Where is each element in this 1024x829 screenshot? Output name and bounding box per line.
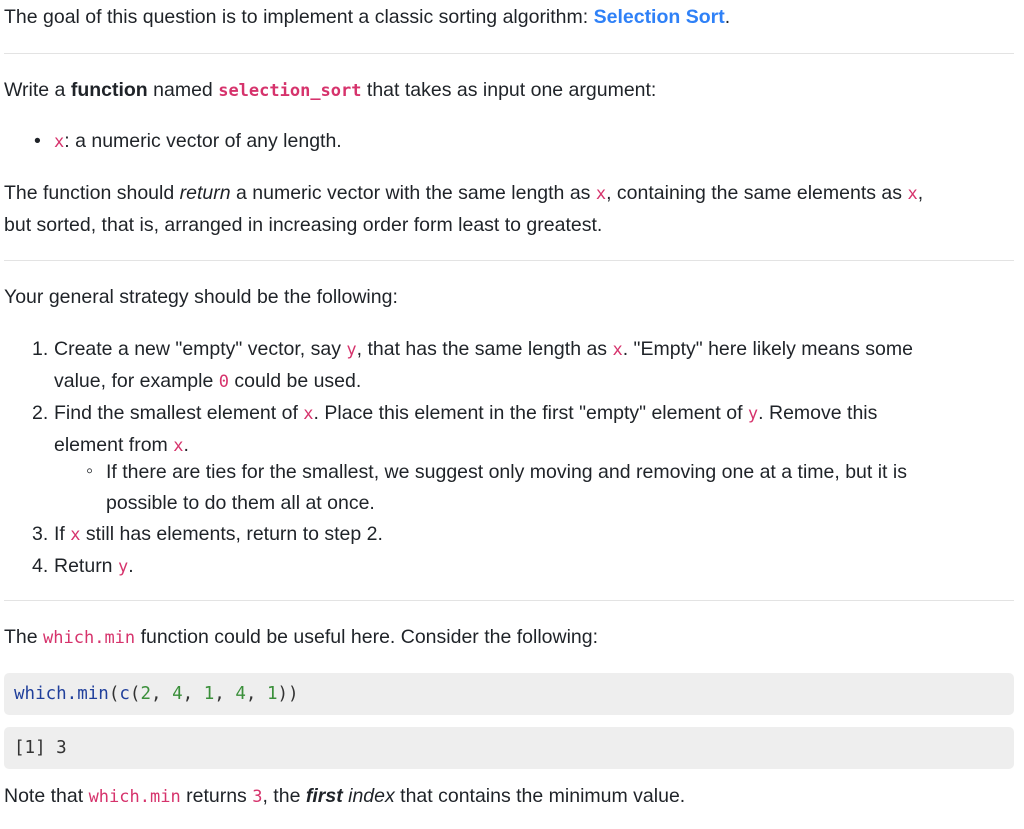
step-1 (4, 334, 1014, 398)
function-description (4, 75, 1014, 107)
return-emphasis: return (179, 182, 231, 204)
code-number: 4 (172, 684, 183, 704)
selection-sort-link[interactable]: Selection Sort (593, 6, 725, 28)
code-number: 2 (140, 684, 152, 704)
divider-1 (4, 53, 1014, 54)
x-code: x (612, 340, 623, 360)
y-code: y (346, 340, 357, 360)
text: that takes as input one argument: (361, 79, 657, 101)
text: . (183, 434, 189, 456)
y-code: y (747, 404, 759, 424)
text: , containing the same elements as (606, 182, 908, 204)
text: a numeric vector with the same length as (230, 182, 596, 204)
strategy-steps-continued (4, 519, 1014, 583)
step-2-sublist (4, 457, 1014, 519)
code-sep: , (151, 684, 173, 704)
text: still has elements, return to step 2. (80, 523, 383, 545)
divider-2 (4, 260, 1014, 261)
index-emphasis: index (348, 785, 395, 807)
code-number: 1 (266, 684, 278, 704)
tie-note (4, 457, 1014, 519)
step-number: 1. (32, 338, 49, 360)
text: could be used. (229, 370, 362, 392)
text: function could be useful here. Consider the following: (135, 626, 599, 648)
x-code: x (70, 525, 81, 545)
argument-item (4, 126, 1014, 158)
text: possible to do them all at once. (106, 492, 375, 514)
text: Find the smallest element of (54, 402, 304, 424)
step-4 (4, 551, 1014, 583)
text: . (128, 555, 134, 577)
function-bold: function (70, 79, 148, 101)
returns-paragraph (4, 178, 1014, 241)
text: named (147, 79, 219, 101)
text: , that has the same length as (356, 338, 613, 360)
text: Return (54, 555, 118, 577)
text: . Place this element in the first "empty" element of (313, 402, 748, 424)
first-emphasis: first (305, 785, 343, 807)
code-paren: ( (108, 684, 120, 704)
which-min-code: which.min (43, 628, 136, 648)
intro-paragraph (4, 2, 1014, 33)
step-number: 3. (32, 523, 49, 545)
code-paren: )) (277, 684, 299, 704)
text: If there are ties for the smallest, we suggest only moving and removing one at a time, but it is (106, 461, 907, 483)
x-code: x (303, 404, 314, 424)
y-code: y (117, 557, 129, 577)
arg-name-code: x (54, 132, 65, 152)
three-code: 3 (252, 787, 263, 807)
strategy-heading: Your general strategy should be the following: (4, 286, 398, 308)
code-number: 4 (235, 684, 246, 704)
strategy-steps (4, 334, 1014, 462)
code-sep: , (245, 684, 267, 704)
text: value, for example (54, 370, 219, 392)
note-paragraph (4, 781, 1014, 813)
arg-desc: : a numeric vector of any length. (64, 130, 342, 152)
text: element from (54, 434, 174, 456)
text: , the (262, 785, 306, 807)
code-sep: , (182, 684, 204, 704)
code-function: which.min (14, 684, 109, 704)
text: The function should (4, 182, 180, 204)
step-number: 4. (32, 555, 49, 577)
intro-suffix: . (724, 6, 731, 28)
text: The (4, 626, 44, 648)
argument-list (4, 126, 1014, 158)
text: . "Empty" here likely means some (622, 338, 913, 360)
which-min-code: which.min (88, 787, 181, 807)
text: Create a new "empty" vector, say (54, 338, 347, 360)
step-3 (4, 519, 1014, 551)
step-number: 2. (32, 402, 49, 424)
code-function: c (119, 684, 130, 704)
x-code: x (173, 436, 184, 456)
text: , (917, 182, 924, 204)
text: . Remove this (758, 402, 878, 424)
x-code: x (907, 184, 918, 204)
text: If (54, 523, 71, 545)
intro-text: The goal of this question is to implement a classic sorting algorithm: (4, 6, 594, 28)
text: that contains the minimum value. (394, 785, 686, 807)
code-sep: , (214, 684, 236, 704)
which-min-paragraph (4, 622, 1014, 654)
step-2 (4, 398, 1014, 462)
text: Note that (4, 785, 89, 807)
x-code: x (595, 184, 607, 204)
text: Write a (4, 79, 71, 101)
function-name-code: selection_sort (218, 81, 362, 101)
code-output-block[interactable]: [1] 3 (4, 727, 1014, 769)
zero-code: 0 (218, 372, 230, 392)
text: returns (180, 785, 253, 807)
code-number: 1 (203, 684, 215, 704)
text: but sorted, that is, arranged in increasing order form least to greatest. (4, 214, 603, 236)
code-input-block[interactable] (4, 673, 1014, 715)
divider-3 (4, 600, 1014, 601)
code-paren: ( (129, 684, 141, 704)
